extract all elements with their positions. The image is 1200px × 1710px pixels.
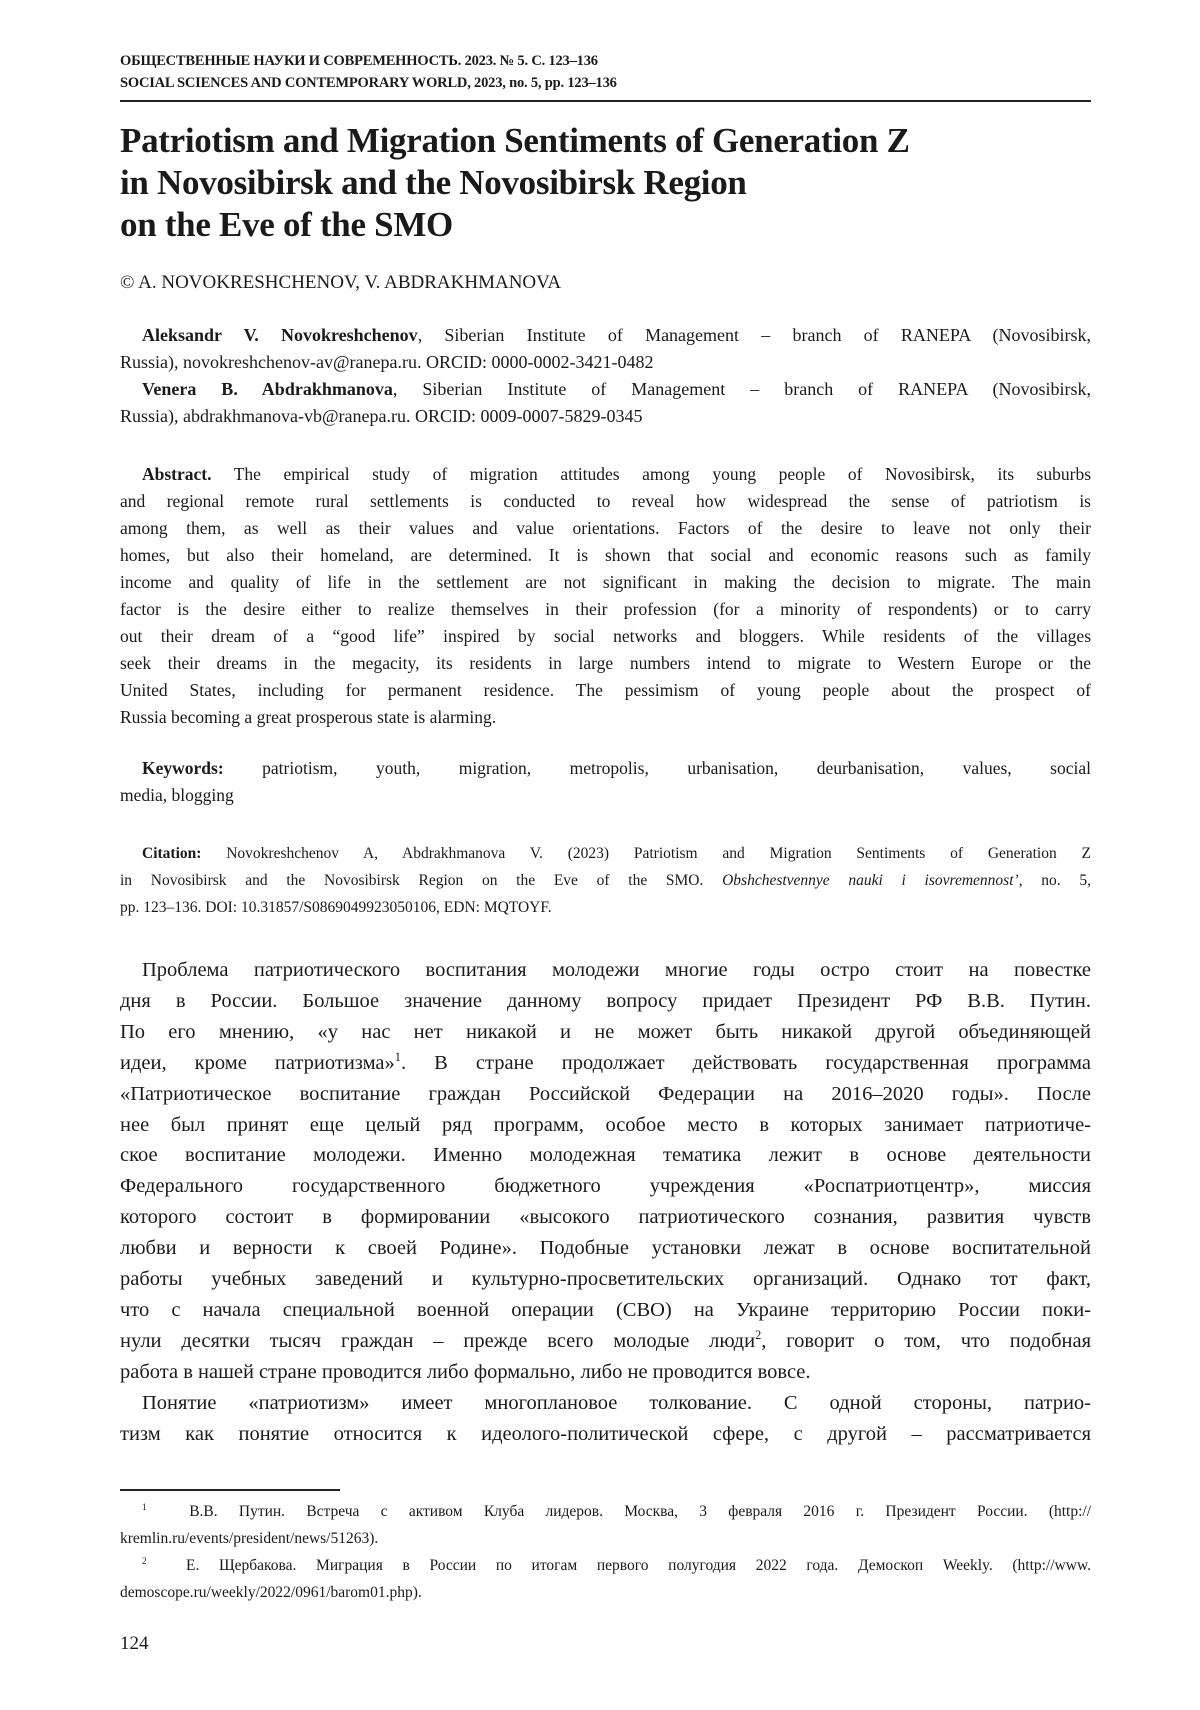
footnote-number: 2	[142, 1556, 147, 1567]
citation-label: Citation:	[142, 845, 202, 862]
body-line: «Патриотическое воспитание граждан Российской Федерации на 2016–2020 годы». После	[120, 1082, 1091, 1105]
footnotes	[120, 1498, 1091, 1606]
footnote-rule	[120, 1489, 340, 1491]
copyright-authors: © A. NOVOKRESHCHENOV, V. ABDRAKHMANOVA	[120, 272, 562, 293]
body-line: Понятие «патриотизм» имеет многоплановое толкование. С одной стороны, патрио-	[142, 1391, 1091, 1414]
citation-text: in Novosibirsk and the Novosibirsk Region on the Eve of the SMO.	[120, 872, 723, 889]
footnote-ref[interactable]: 2	[755, 1328, 762, 1343]
author-affiliation	[120, 376, 1091, 403]
body-line: что с начала специальной военной операции (СВО) на Украине территорию России поки-	[120, 1298, 1091, 1321]
body-line	[120, 1326, 1091, 1357]
footnote-link[interactable]: kremlin.ru/events/president/news/51263).	[120, 1530, 379, 1547]
abstract-line: and regional remote rural settlements is conducted to reveal how widespread the sense of patriotism is	[120, 491, 1091, 511]
footnote	[120, 1552, 1091, 1579]
affiliations	[120, 322, 1091, 430]
keywords	[120, 755, 1091, 809]
affiliation-text: , Siberian Institute of Management – branch of RANEPA (Novosibirsk,	[417, 325, 1091, 345]
keywords-text: patriotism, youth, migration, metropolis, urbanisation, deurbanisation, values, social	[223, 758, 1091, 778]
footnote-ref[interactable]: 1	[394, 1049, 401, 1064]
footnote-text: В.В. Путин. Встреча с активом Клуба лидеров. Москва, 3 февраля 2016 г. Президент России. (http://	[189, 1503, 1091, 1520]
body-line: которого состоит в формировании «высокого патриотического сознания, развития чувств	[120, 1206, 1091, 1229]
journal-header	[120, 50, 1091, 94]
abstract-line	[120, 461, 1091, 488]
article-title	[120, 120, 1091, 246]
body-text-span: , говорит о том, что подобная	[761, 1329, 1091, 1352]
body-text-span: нули десятки тысяч граждан – прежде всего молодые люди	[120, 1329, 756, 1352]
keywords-line: media, blogging	[120, 785, 234, 805]
body-line: нее был принят еще целый ряд программ, особое место в которых занимает патриотиче-	[120, 1113, 1091, 1136]
page-number: 124	[120, 1633, 149, 1654]
body-text-span: идеи, кроме патриотизма»	[120, 1051, 395, 1074]
title-line: Patriotism and Migration Sentiments of Generation Z	[120, 121, 910, 160]
keywords-line	[120, 755, 1091, 782]
footnote-number: 1	[142, 1502, 147, 1513]
body-text	[120, 955, 1091, 1450]
citation-line	[120, 867, 1091, 894]
abstract	[120, 461, 1091, 731]
body-line: По его мнению, «у нас нет никакой и не может быть никакой другой объединяющей	[120, 1020, 1091, 1043]
citation-text: Novokreshchenov A, Abdrakhmanova V. (2023) Patriotism and Migration Sentiments of Generation Z	[201, 845, 1091, 862]
body-line: ское воспитание молодежи. Именно молодежная тематика лежит в основе деятельности	[120, 1144, 1091, 1167]
author-affiliation	[120, 322, 1091, 349]
body-line	[120, 1048, 1091, 1079]
journal-header-en: SOCIAL SCIENCES AND CONTEMPORARY WORLD, 2023, no. 5, pp. 123–136	[120, 75, 617, 91]
abstract-line: among them, as well as their values and value orientations. Factors of the desire to leave not only their	[120, 518, 1091, 538]
journal-name: Obshchestvennye nauki i isovremennost’	[722, 872, 1019, 889]
abstract-line: seek their dreams in the megacity, its residents in large numbers intend to migrate to Western Europe or the	[120, 653, 1091, 673]
abstract-line: out their dream of a “good life” inspired by social networks and bloggers. While residents of the villages	[120, 626, 1091, 646]
citation-line	[120, 840, 1091, 867]
footnote-text: Е. Щербакова. Миграция в России по итогам первого полугодия 2022 года. Демоскоп Weekly. (http://www.	[185, 1557, 1091, 1574]
body-line: дня в России. Большое значение данному вопросу придает Президент РФ В.В. Путин.	[120, 989, 1091, 1012]
citation-doi: pp. 123–136. DOI: 10.31857/S0869049923050106, EDN: MQTOYF.	[120, 899, 552, 916]
author-name: Aleksandr V. Novokreshchenov	[142, 325, 418, 345]
abstract-line: Russia becoming a great prosperous state is alarming.	[120, 707, 497, 727]
body-line: тизм как понятие относится к идеолого-политической сфере, с другой – рассматривается	[120, 1422, 1091, 1445]
abstract-line: homes, but also their homeland, are determined. It is shown that social and economic reasons such as family	[120, 545, 1091, 565]
body-line: любви и верности к своей Родине». Подобные установки лежат в основе воспитательной	[120, 1237, 1091, 1260]
author-name: Venera B. Abdrakhmanova	[142, 379, 393, 399]
title-line: in Novosibirsk and the Novosibirsk Region	[120, 163, 747, 202]
header-rule	[120, 100, 1091, 102]
affiliation-text: , Siberian Institute of Management – branch of RANEPA (Novosibirsk,	[392, 379, 1091, 399]
author-contact: Russia), abdrakhmanova-vb@ranepa.ru. ORCID: 0009-0007-5829-0345	[120, 406, 643, 426]
abstract-label: Abstract.	[142, 464, 212, 484]
body-line: работа в нашей стране проводится либо формально, либо не проводится вовсе.	[120, 1360, 811, 1383]
footnote-link[interactable]: demoscope.ru/weekly/2022/0961/barom01.php).	[120, 1584, 422, 1601]
footnote	[120, 1498, 1091, 1525]
body-text-span: . В стране продолжает действовать государственная программа	[400, 1051, 1091, 1074]
journal-header-ru: ОБЩЕСТВЕННЫЕ НАУКИ И СОВРЕМЕННОСТЬ. 2023. № 5. С. 123–136	[120, 53, 598, 69]
body-line: Проблема патриотического воспитания молодежи многие годы остро стоит на повестке	[142, 959, 1091, 981]
author-contact: Russia), novokreshchenov-av@ranepa.ru. ORCID: 0000-0002-3421-0482	[120, 352, 654, 372]
citation	[120, 840, 1091, 921]
body-line: работы учебных заведений и культурно-просветительских организаций. Однако тот факт,	[120, 1268, 1091, 1291]
abstract-line: factor is the desire either to realize themselves in their profession (for a minority of respondents) or to carry	[120, 599, 1091, 619]
abstract-line: United States, including for permanent residence. The pessimism of young people about the prospect of	[120, 680, 1091, 700]
abstract-text: The empirical study of migration attitudes among young people of Novosibirsk, its suburbs	[211, 464, 1091, 484]
abstract-line: income and quality of life in the settlement are not significant in making the decision to migrate. The main	[120, 572, 1091, 592]
citation-text: , no. 5,	[1018, 872, 1091, 889]
keywords-label: Keywords:	[142, 758, 224, 778]
title-line: on the Eve of the SMO	[120, 205, 453, 244]
body-line: Федерального государственного бюджетного учреждения «Роспатриотцентр», миссия	[120, 1175, 1091, 1198]
